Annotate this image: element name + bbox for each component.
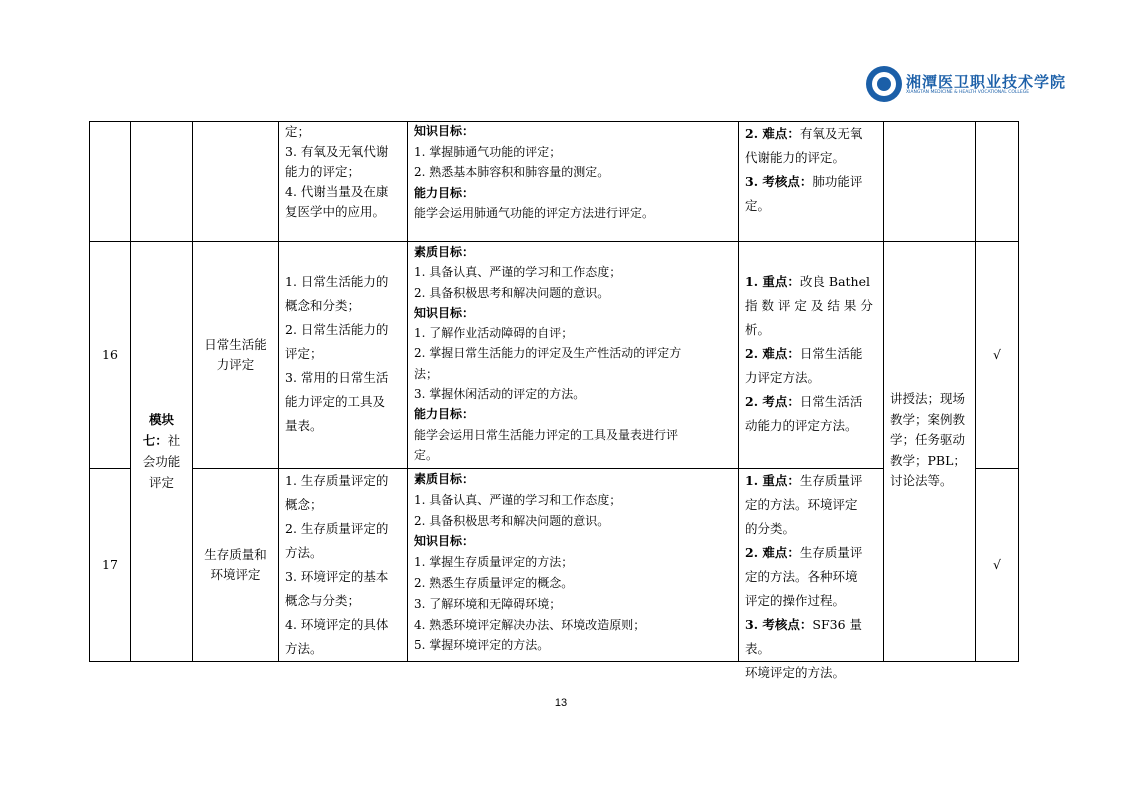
row17-number: 17 [102, 557, 118, 572]
row1-goals: 知识目标： 1. 掌握肺通气功能的评定； 2. 熟悉基本肺容积和肺容量的测定。 能力目标： 能学会运用肺通气功能的评定方法进行评定。 [414, 124, 655, 220]
row16-content: 1. 日常生活能力的 概念和分类； 2. 日常生活能力的 评定； 3. 常用的日常生活 能力评定的工具及 量表。 [285, 274, 389, 433]
row1-keys: 2. 难点：有氧及无氧 代谢能力的评定。 3. 考核点：肺功能评 定。 [745, 126, 863, 213]
row16-goals: 素质目标： 1. 具备认真、严谨的学习和工作态度； 2. 具备积极思考和解决问题的意识。 知识目标： 1. 了解作业活动障碍的自评； 2. 掌握日常生活能力的评定及生产性活动的评定方 法； 3. 掌握休闲活动的评定的方法。 能力目标： 能学会运用日常生活能力评定的工具及量表进行评 定。 [414, 245, 682, 462]
row16-number: 16 [102, 347, 118, 362]
college-seal-icon [866, 66, 902, 102]
college-logo [866, 66, 1067, 104]
row17-content: 1. 生存质量评定的 概念； 2. 生存质量评定的 方法。 3. 环境评定的基本 概念与分类； 4. 环境评定的具体 方法。 [285, 473, 389, 656]
row16-name: 日常生活能 力评定 [204, 337, 267, 372]
row17-goals: 素质目标： 1. 具备认真、严谨的学习和工作态度； 2. 具备积极思考和解决问题的意识。 知识目标： 1. 掌握生存质量评定的方法； 2. 熟悉生存质量评定的概念。 3. 了解环境和无障碍环境； 4. 熟悉环境评定解决办法、环境改造原则； 5. 掌握环境评定的方法。 [414, 472, 646, 653]
college-name: 湘潭医卫职业技术学院 [906, 73, 1067, 91]
row17-keys: 1. 重点：生存质量评 定的方法。环境评定 的分类。 2. 难点：生存质量评 定的方法。各种环境 评定的操作过程。 3. 考核点：SF36 量表。 环境评定的方法。 [745, 473, 863, 680]
page-number: 13 [554, 697, 568, 709]
module-cell: 模块 七：社 会功能 评定 [142, 412, 181, 490]
row17-check: √ [993, 557, 1001, 572]
row1-content: 定； 3. 有氧及无氧代谢 能力的评定； 4. 代谢当量及在康 复医学中的应用。 [285, 124, 389, 219]
college-name-en: XIANGTAN MEDICINE & HEALTH VOCATIONAL COLLEGE [906, 90, 1030, 95]
row16-keys: 1. 重点：改良 Bathel 指 数 评 定 及 结 果 分 析。 2. 难点：日常生活能 力评定方法。 2. 考点：日常生活活 动能力的评定方法。 [745, 274, 873, 433]
teaching-methods: 讲授法；现场 教学；案例教 学；任务驱动 教学；PBL； 讨论法等。 [890, 391, 966, 488]
row16-check: √ [993, 347, 1001, 362]
row17-name: 生存质量和 环境评定 [204, 547, 267, 582]
